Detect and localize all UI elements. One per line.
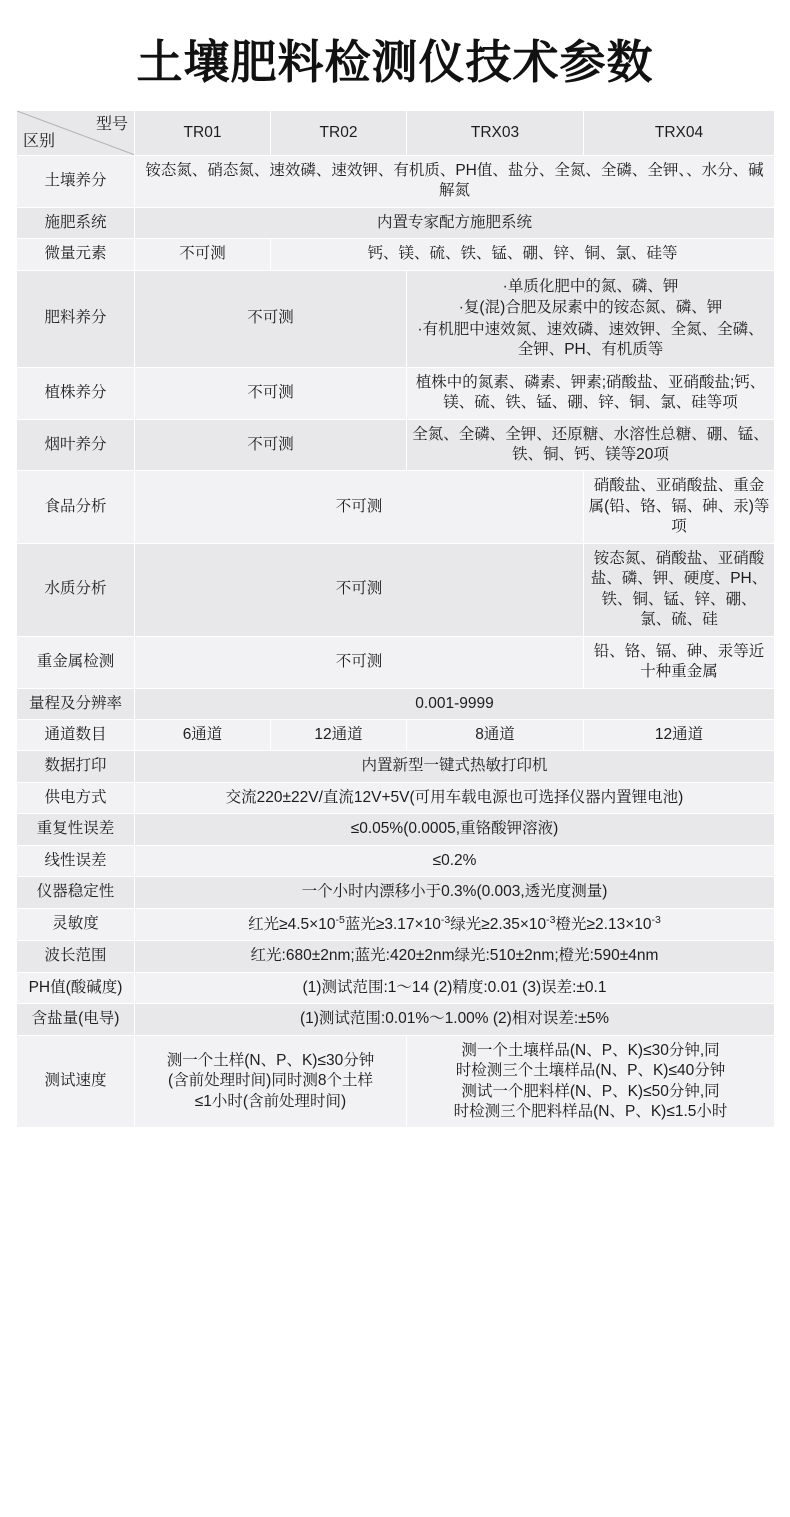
table-row-salt bbox=[17, 1004, 775, 1035]
table-row-power bbox=[17, 782, 775, 813]
table-row-soil-nutrient bbox=[17, 156, 775, 208]
speed-left-line: 测一个土样(N、P、K)≤30分钟 bbox=[166, 1051, 375, 1069]
cell-trace-elements-rest: 钙、镁、硫、铁、锰、硼、锌、铜、氯、硅等 bbox=[271, 239, 775, 270]
table-row-plant-nutrient bbox=[17, 367, 775, 419]
cell-fertilizer-nutrient-left: 不可测 bbox=[135, 270, 407, 367]
row-label-wavelength: 波长范围 bbox=[17, 941, 135, 972]
cell-food-analysis-left: 不可测 bbox=[135, 471, 584, 543]
row-label-trace-elements: 微量元素 bbox=[17, 239, 135, 270]
cell-channels-trx04: 12通道 bbox=[584, 719, 775, 750]
speed-left-line: (含前处理时间)同时测8个土样 bbox=[168, 1072, 373, 1090]
row-value-salt: (1)测试范围:0.01%～1.00% (2)相对误差:±5% bbox=[135, 1004, 775, 1035]
table-row-speed bbox=[17, 1035, 775, 1128]
cell-water-analysis-left: 不可测 bbox=[135, 543, 584, 636]
cell-channels-tr02: 12通道 bbox=[271, 719, 407, 750]
row-label-sensitivity: 灵敏度 bbox=[17, 908, 135, 941]
header-model-trx03: TRX03 bbox=[407, 111, 584, 156]
row-label-water-analysis: 水质分析 bbox=[17, 543, 135, 636]
sensitivity-red: 红光≥4.5×10 bbox=[248, 915, 336, 933]
header-model-trx04: TRX04 bbox=[584, 111, 775, 156]
page-title: 土壤肥料检测仪技术参数 bbox=[136, 36, 654, 88]
header-model-label: 型号 bbox=[95, 116, 128, 133]
table-row-stability bbox=[17, 877, 775, 908]
row-label-fertilizer-nutrient: 肥料养分 bbox=[17, 270, 135, 367]
row-label-speed: 测试速度 bbox=[17, 1035, 135, 1128]
speed-right-line: 测试一个肥料样(N、P、K)≤50分钟,同 bbox=[461, 1082, 720, 1100]
row-value-linear-error: ≤0.2% bbox=[135, 845, 775, 876]
table-row-water-analysis bbox=[17, 543, 775, 636]
table-row-fertilizer-nutrient bbox=[17, 270, 775, 367]
row-label-repeat-error: 重复性误差 bbox=[17, 814, 135, 845]
cell-tobacco-nutrient-left: 不可测 bbox=[135, 419, 407, 471]
table-row-wavelength bbox=[17, 941, 775, 972]
bullet-item: ·单质化肥中的氮、磷、钾 bbox=[502, 277, 679, 295]
sensitivity-orange-exp: -3 bbox=[651, 913, 661, 926]
cell-heavy-metal-right: 铅、铬、镉、砷、汞等近十种重金属 bbox=[584, 636, 775, 688]
row-label-linear-error: 线性误差 bbox=[17, 845, 135, 876]
sensitivity-green-exp: -3 bbox=[546, 913, 556, 926]
table-row-data-print bbox=[17, 751, 775, 782]
cell-water-analysis-right: 铵态氮、硝酸盐、亚硝酸盐、磷、钾、硬度、PH、铁、铜、锰、锌、硼、氯、硫、硅 bbox=[584, 543, 775, 636]
table-row-repeat-error bbox=[17, 814, 775, 845]
table-row-range-resolution bbox=[17, 688, 775, 719]
cell-food-analysis-right: 硝酸盐、亚硝酸盐、重金属(铅、铬、镉、砷、汞)等项 bbox=[584, 471, 775, 543]
row-label-stability: 仪器稳定性 bbox=[17, 877, 135, 908]
table-row-ph bbox=[17, 972, 775, 1003]
bullet-item: ·复(混)合肥及尿素中的铵态氮、磷、钾 bbox=[458, 299, 723, 317]
table-row-heavy-metal bbox=[17, 636, 775, 688]
row-value-fert-system: 内置专家配方施肥系统 bbox=[135, 207, 775, 238]
table-row-channels bbox=[17, 719, 775, 750]
row-label-salt: 含盐量(电导) bbox=[17, 1004, 135, 1035]
cell-plant-nutrient-right: 植株中的氮素、磷素、钾素;硝酸盐、亚硝酸盐;钙、镁、硫、铁、锰、硼、锌、铜、氯、硅等项 bbox=[407, 367, 775, 419]
table-row-sensitivity bbox=[17, 908, 775, 941]
row-value-repeat-error: ≤0.05%(0.0005,重铬酸钾溶液) bbox=[135, 814, 775, 845]
cell-tobacco-nutrient-right: 全氮、全磷、全钾、还原糖、水溶性总糖、硼、锰、铁、铜、钙、镁等20项 bbox=[407, 419, 775, 471]
row-label-tobacco-nutrient: 烟叶养分 bbox=[17, 419, 135, 471]
row-value-sensitivity bbox=[135, 908, 775, 941]
row-label-power: 供电方式 bbox=[17, 782, 135, 813]
row-value-power: 交流220±22V/直流12V+5V(可用车载电源也可选择仪器内置锂电池) bbox=[135, 782, 775, 813]
bullet-item: ·有机肥中速效氮、速效磷、速效钾、全氮、全磷、全钾、PH、有机质等 bbox=[417, 320, 764, 359]
sensitivity-blue: 蓝光≥3.17×10 bbox=[344, 915, 441, 933]
row-label-plant-nutrient: 植株养分 bbox=[17, 367, 135, 419]
row-label-food-analysis: 食品分析 bbox=[17, 471, 135, 543]
sensitivity-green: 绿光≥2.35×10 bbox=[450, 915, 547, 933]
speed-left-line: ≤1小时(含前处理时间) bbox=[194, 1092, 347, 1110]
row-value-stability: 一个小时内漂移小于0.3%(0.003,透光度测量) bbox=[135, 877, 775, 908]
table-row-tobacco-nutrient bbox=[17, 419, 775, 471]
table-row-trace-elements bbox=[17, 239, 775, 270]
cell-fertilizer-nutrient-right bbox=[407, 270, 775, 367]
cell-channels-trx03: 8通道 bbox=[407, 719, 584, 750]
sensitivity-red-exp: -5 bbox=[335, 913, 345, 926]
table-row-food-analysis bbox=[17, 471, 775, 543]
row-value-soil-nutrient: 铵态氮、硝态氮、速效磷、速效钾、有机质、PH值、盐分、全氮、全磷、全钾、、水分、碱解氮 bbox=[135, 156, 775, 208]
row-label-soil-nutrient: 土壤养分 bbox=[17, 156, 135, 208]
cell-speed-left bbox=[135, 1035, 407, 1128]
row-value-data-print: 内置新型一键式热敏打印机 bbox=[135, 751, 775, 782]
row-label-heavy-metal: 重金属检测 bbox=[17, 636, 135, 688]
header-model-tr02: TR02 bbox=[271, 111, 407, 156]
header-corner-cell bbox=[17, 111, 135, 156]
row-value-wavelength: 红光:680±2nm;蓝光:420±2nm绿光:510±2nm;橙光:590±4nm bbox=[135, 941, 775, 972]
speed-right-line: 时检测三个肥料样品(N、P、K)≤1.5小时 bbox=[453, 1103, 728, 1121]
row-label-ph: PH值(酸碱度) bbox=[17, 972, 135, 1003]
table-row-fert-system bbox=[17, 207, 775, 238]
header-kind-label: 区别 bbox=[23, 132, 56, 150]
specification-table bbox=[16, 110, 775, 1128]
header-model-tr01: TR01 bbox=[135, 111, 271, 156]
cell-heavy-metal-left: 不可测 bbox=[135, 636, 584, 688]
row-label-fert-system: 施肥系统 bbox=[17, 207, 135, 238]
speed-right-line: 测一个土壤样品(N、P、K)≤30分钟,同 bbox=[461, 1041, 720, 1059]
row-label-data-print: 数据打印 bbox=[17, 751, 135, 782]
row-label-channels: 通道数目 bbox=[17, 719, 135, 750]
sensitivity-blue-exp: -3 bbox=[440, 913, 451, 926]
table-row-linear-error bbox=[17, 845, 775, 876]
speed-right-line: 时检测三个土壤样品(N、P、K)≤40分钟 bbox=[455, 1062, 726, 1080]
row-value-ph: (1)测试范围:1～14 (2)精度:0.01 (3)误差:±0.1 bbox=[135, 972, 775, 1003]
row-label-range-resolution: 量程及分辨率 bbox=[17, 688, 135, 719]
table-header-row bbox=[17, 111, 775, 156]
row-value-range-resolution: 0.001-9999 bbox=[135, 688, 775, 719]
cell-speed-right bbox=[407, 1035, 775, 1128]
cell-plant-nutrient-left: 不可测 bbox=[135, 367, 407, 419]
cell-channels-tr01: 6通道 bbox=[135, 719, 271, 750]
sensitivity-orange: 橙光≥2.13×10 bbox=[555, 915, 652, 933]
cell-trace-elements-tr01: 不可测 bbox=[135, 239, 271, 270]
